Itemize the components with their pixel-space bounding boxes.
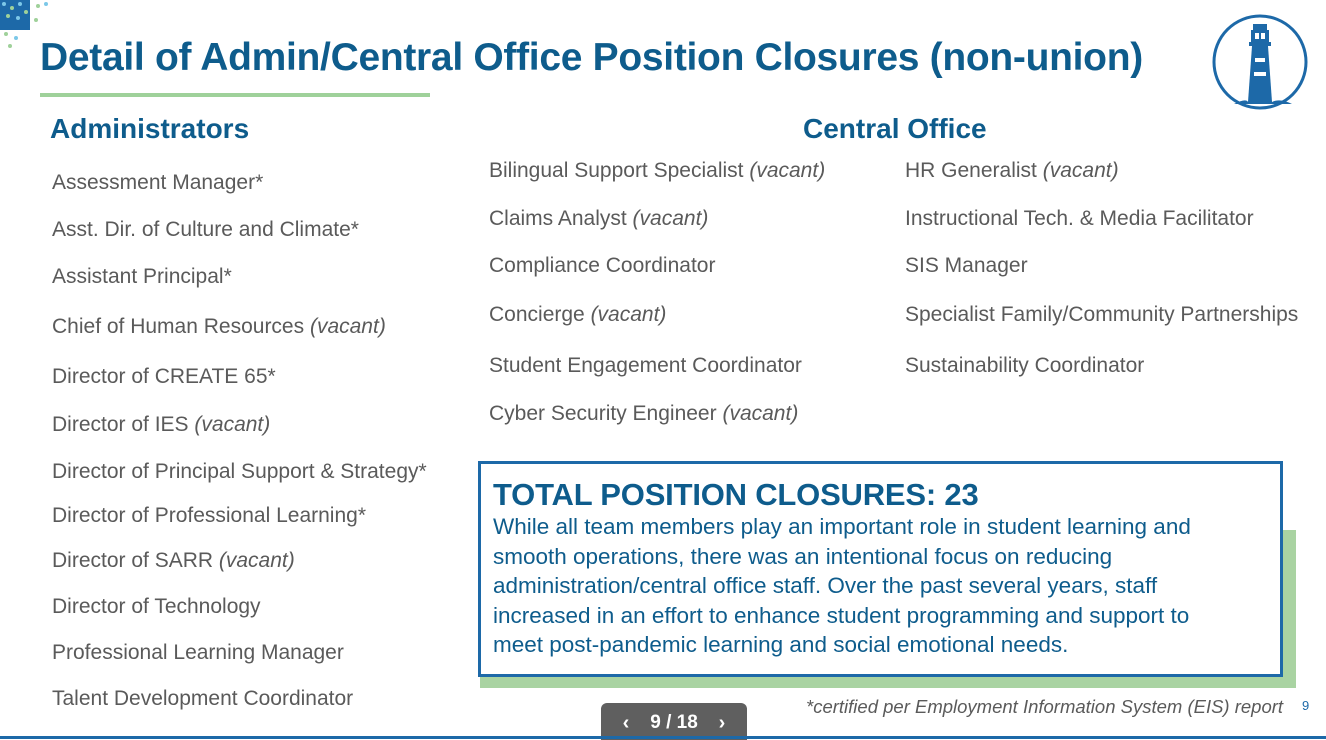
list-item: Director of Technology	[52, 595, 261, 618]
text-line: increased in an effort to enhance student programming and support to	[493, 602, 1190, 628]
list-item: Student Engagement Coordinator	[489, 354, 802, 377]
list-item: Director of CREATE 65*	[52, 365, 276, 388]
list-item: Assessment Manager*	[52, 171, 264, 194]
text-line: smooth operations, there was an intentional focus on reducing	[493, 543, 1113, 569]
list-item: Chief of Human Resources (vacant)	[52, 315, 386, 338]
chevron-right-icon[interactable]: ›	[718, 711, 726, 734]
slide-title: Detail of Admin/Central Office Position Closures (non-union)	[40, 36, 1143, 79]
total-closures-callout	[478, 461, 1283, 677]
list-item: HR Generalist (vacant)	[905, 159, 1119, 182]
list-item: Sustainability Coordinator	[905, 354, 1145, 377]
list-item: Professional Learning Manager	[52, 641, 344, 664]
administrators-heading: Administrators	[50, 113, 250, 144]
page-number: 9	[1302, 698, 1310, 713]
list-item: Concierge (vacant)	[489, 303, 667, 326]
total-closures-text	[493, 512, 1268, 660]
text-line: While all team members play an important role in student learning and	[493, 514, 1191, 539]
list-item: Director of Professional Learning*	[52, 504, 366, 527]
bottom-border	[0, 736, 1326, 739]
list-item: Assistant Principal*	[52, 265, 232, 288]
page-indicator: 9 / 18	[650, 712, 698, 733]
list-item: Specialist Family/Community Partnerships	[905, 303, 1299, 326]
footnote: *certified per Employment Information System (EIS) report	[806, 696, 1284, 717]
list-item: Cyber Security Engineer (vacant)	[489, 402, 799, 425]
total-closures-title: TOTAL POSITION CLOSURES: 23	[493, 477, 979, 512]
list-item: Instructional Tech. & Media Facilitator	[905, 207, 1254, 230]
lighthouse-icon	[1206, 14, 1314, 110]
list-item: Director of SARR (vacant)	[52, 549, 295, 572]
central-office-heading: Central Office	[803, 113, 987, 144]
list-item: Director of IES (vacant)	[52, 413, 271, 436]
text-line: meet post-pandemic learning and social emotional needs.	[493, 632, 1069, 657]
text-line: administration/central office staff. Over the past several years, staff	[493, 573, 1158, 598]
slide-pager	[601, 703, 747, 740]
chevron-left-icon[interactable]: ‹	[622, 711, 630, 734]
list-item: Bilingual Support Specialist (vacant)	[489, 159, 826, 182]
list-item: SIS Manager	[905, 254, 1028, 277]
title-underline	[40, 93, 430, 97]
list-item: Talent Development Coordinator	[52, 687, 354, 710]
list-item: Asst. Dir. of Culture and Climate*	[52, 218, 359, 241]
list-item: Claims Analyst (vacant)	[489, 207, 709, 230]
list-item: Director of Principal Support & Strategy*	[52, 460, 427, 483]
list-item: Compliance Coordinator	[489, 254, 716, 277]
